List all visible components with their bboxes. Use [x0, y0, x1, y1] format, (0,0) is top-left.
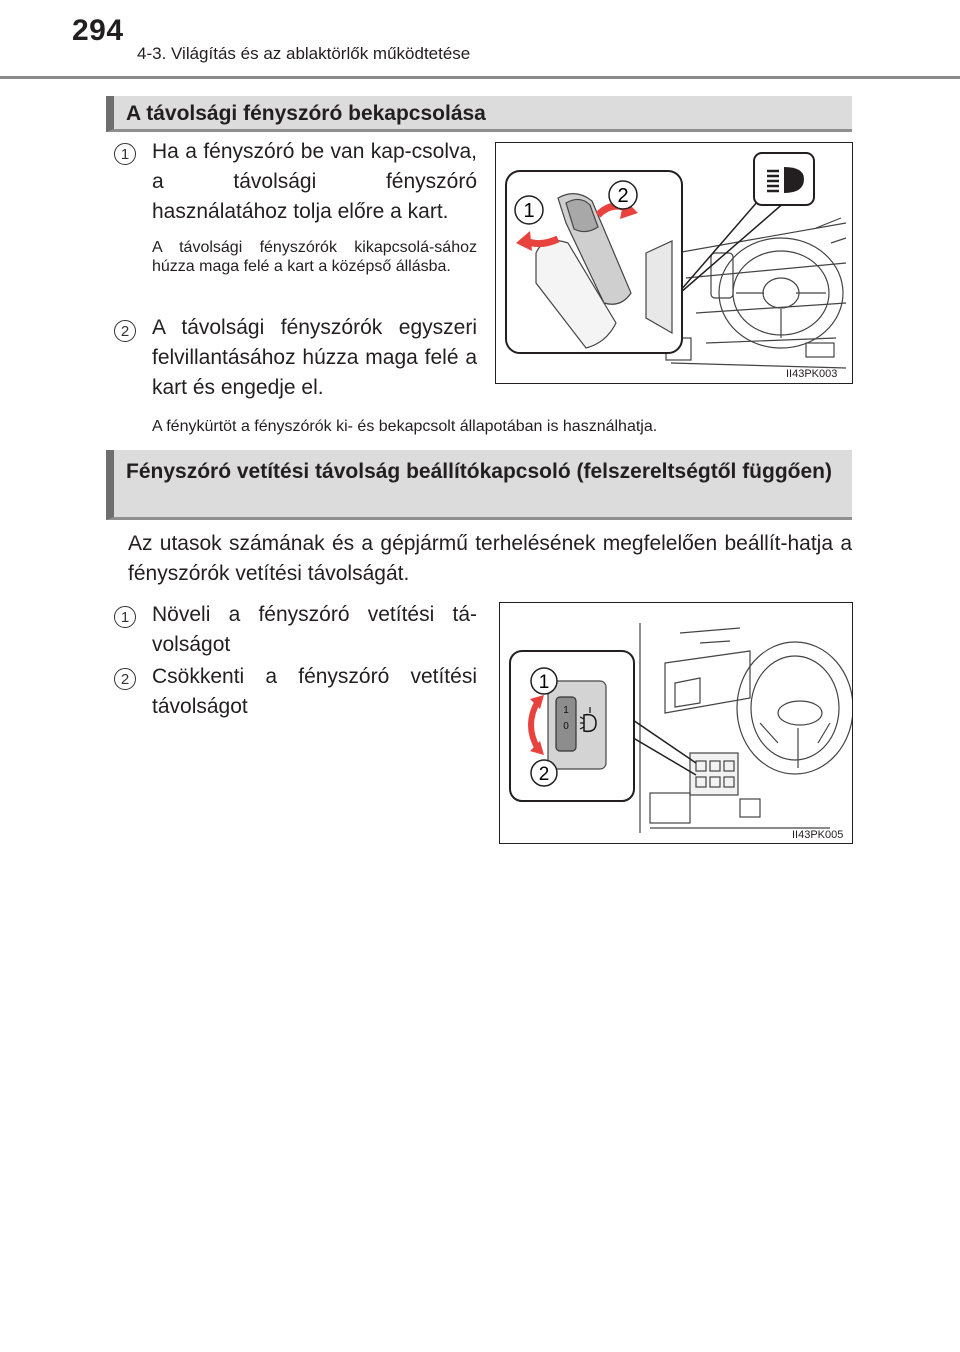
chapter-title: 4-3. Világítás és az ablaktörlők működtetése — [137, 44, 471, 63]
step-1-text: Ha a fényszóró be van kap-csolva, a távolsági fényszóró használatához tolja előre a kart. — [152, 140, 477, 223]
increase-distance-text: Növeli a fényszóró vetítési tá-volságot — [152, 603, 477, 656]
section-title-leveling: Fényszóró vetítési távolság beállítókapcsoló (felszereltségtől függően) — [106, 450, 852, 520]
page-number: 294 — [72, 14, 124, 47]
step-number-2: 2 — [114, 668, 136, 690]
figure-leveling-switch — [499, 602, 853, 844]
leveling-illustration — [500, 603, 852, 843]
header-divider — [0, 76, 960, 79]
callout-2-label: 2 — [617, 185, 629, 207]
figure-high-beam-lever — [495, 142, 853, 384]
leveling-intro: Az utasok számának és a gépjármű terhelésének megfelelően beállít-hatja a fényszórók vetítési távolságát. — [128, 532, 852, 585]
lever-illustration — [496, 143, 852, 383]
dial-mark-top: 1 — [563, 705, 569, 716]
step-1-note: A távolsági fényszórók kikapcsolá-sához húzza maga felé a kart a középső állásba. — [152, 239, 477, 275]
callout-1-label: 1 — [538, 672, 550, 693]
figure-code: II43PK003 — [786, 368, 838, 380]
decrease-distance-text: Csökkenti a fényszóró vetítési távolságot — [152, 665, 477, 718]
figure-code: II43PK005 — [792, 829, 844, 841]
callout-2-label: 2 — [538, 764, 550, 785]
dial-mark-mid: 0 — [563, 721, 569, 732]
step-2-text: A távolsági fényszórók egyszeri felvillantásához húzza maga felé a kart és engedje el. — [152, 316, 477, 399]
step-number-1: 1 — [114, 143, 136, 165]
callout-1-label: 1 — [523, 200, 535, 222]
step-number-1: 1 — [114, 606, 136, 628]
step-number-2: 2 — [114, 320, 136, 342]
section-title-high-beam: A távolsági fényszóró bekapcsolása — [106, 96, 852, 132]
flash-note: A fénykürtöt a fényszórók ki- és bekapcsolt állapotában is használhatja. — [152, 418, 658, 435]
